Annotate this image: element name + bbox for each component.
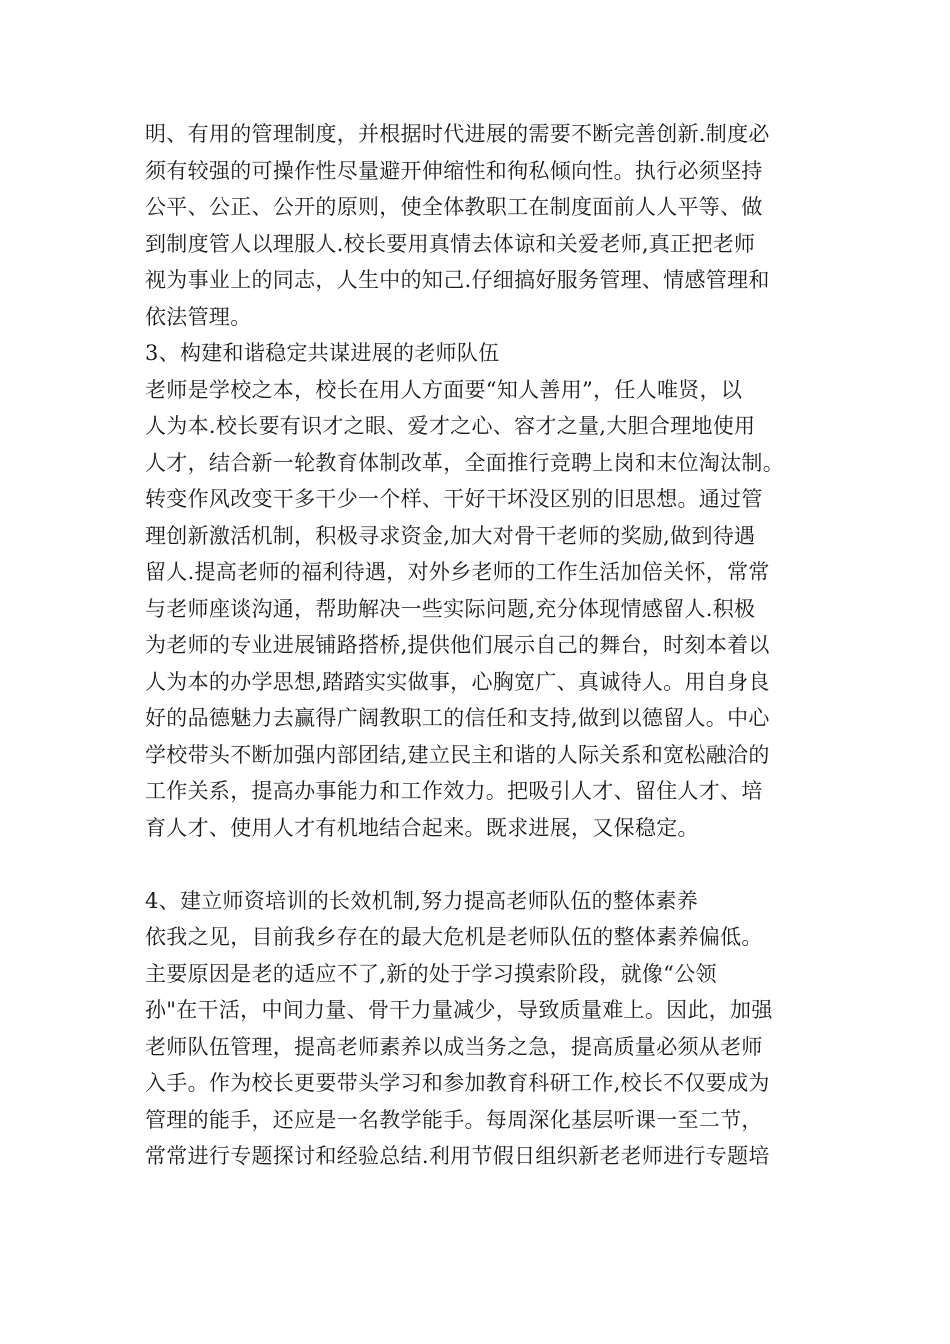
paragraph-line: 为老师的专业进展铺路搭桥,提供他们展示自己的舞台，时刻本着以 [145,633,770,657]
paragraph-line: 须有较强的可操作性尽量避开伸缩性和徇私倾向性。执行必须坚持 [145,158,763,183]
paragraph-line: 理创新激活机制，积极寻求资金,加大对骨干老师的奖励,做到待遇 [145,523,756,548]
paragraph-spacer [145,846,825,883]
paragraph-line: 学校带头不断加强内部团结,建立民主和谐的人际关系和宽松融洽的 [145,742,770,767]
paragraph-line: 到制度管人以理服人.校长要用真情去体谅和关爱老师,真正把老师 [145,231,756,256]
paragraph-line: 明、有用的管理制度，并根据时代进展的需要不断完善创新.制度必 [145,122,770,146]
document-body [145,116,825,1175]
section-heading: 3、构建和谐稳定共谋进展的老师队伍 [145,341,500,365]
paragraph-line: 好的品德魅力去赢得广阔教职工的信任和支持,做到以德留人。中心 [145,706,770,730]
paragraph-line: 老师队伍管理，提高老师素养以成当务之急，提高质量必须从老师 [145,1034,763,1059]
paragraph-line: 公平、公正、公开的原则，使全体教职工在制度面前人人平等、做 [145,195,763,219]
paragraph-line: 留人.提高老师的福利待遇，对外乡老师的工作生活加倍关怀，常常 [145,560,770,584]
paragraph-line: 转变作风改变干多干少一个样、干好干坏没区别的旧思想。通过管 [145,487,763,511]
paragraph-line: 孙"在干活，中间力量、骨干力量减少，导致质量难上。因此，加强 [145,998,773,1022]
paragraph-line: 与老师座谈沟通，帮助解决一些实际问题,充分体现情感留人.积极 [145,596,756,621]
paragraph-line: 管理的能手，还应是一名教学能手。每周深化基层听课一至二节， [145,1107,763,1132]
paragraph-line: 工作关系，提高办事能力和工作效力。把吸引人才、留住人才、培 [145,779,763,803]
paragraph-line: 主要原因是老的适应不了,新的处于学习摸索阶段，就像“公领 [145,961,717,986]
paragraph-line: 育人才、使用人才有机地结合起来。既求进展，又保稳定。 [145,815,699,840]
paragraph-line: 常常进行专题探讨和经验总结.利用节假日组织新老老师进行专题培 [145,1144,770,1168]
paragraph-line: 人为本的办学思想,踏踏实实做事，心胸宽广、真诚待人。用自身良 [145,669,770,694]
section-heading: 4、建立师资培训的长效机制,努力提高老师队伍的整体素养 [145,888,699,913]
paragraph-line: 入手。作为校长更要带头学习和参加教育科研工作,校长不仅要成为 [145,1071,770,1095]
paragraph-line: 依法管理。 [145,304,252,329]
paragraph-line: 视为事业上的同志，人生中的知己.仔细搞好服务管理、情感管理和 [145,268,770,292]
paragraph-line: 人才，结合新一轮教育体制改革，全面推行竞聘上岗和末位淘汰制。 [145,450,784,475]
paragraph-line: 人为本.校长要有识才之眼、爱才之心、容才之量,大胆合理地使用 [145,414,756,438]
paragraph-line: 依我之见，目前我乡存在的最大危机是老师队伍的整体素养偏低。 [145,925,763,949]
paragraph-line: 老师是学校之本，校长在用人方面要“知人善用”，任人唯贤，以 [145,377,743,402]
